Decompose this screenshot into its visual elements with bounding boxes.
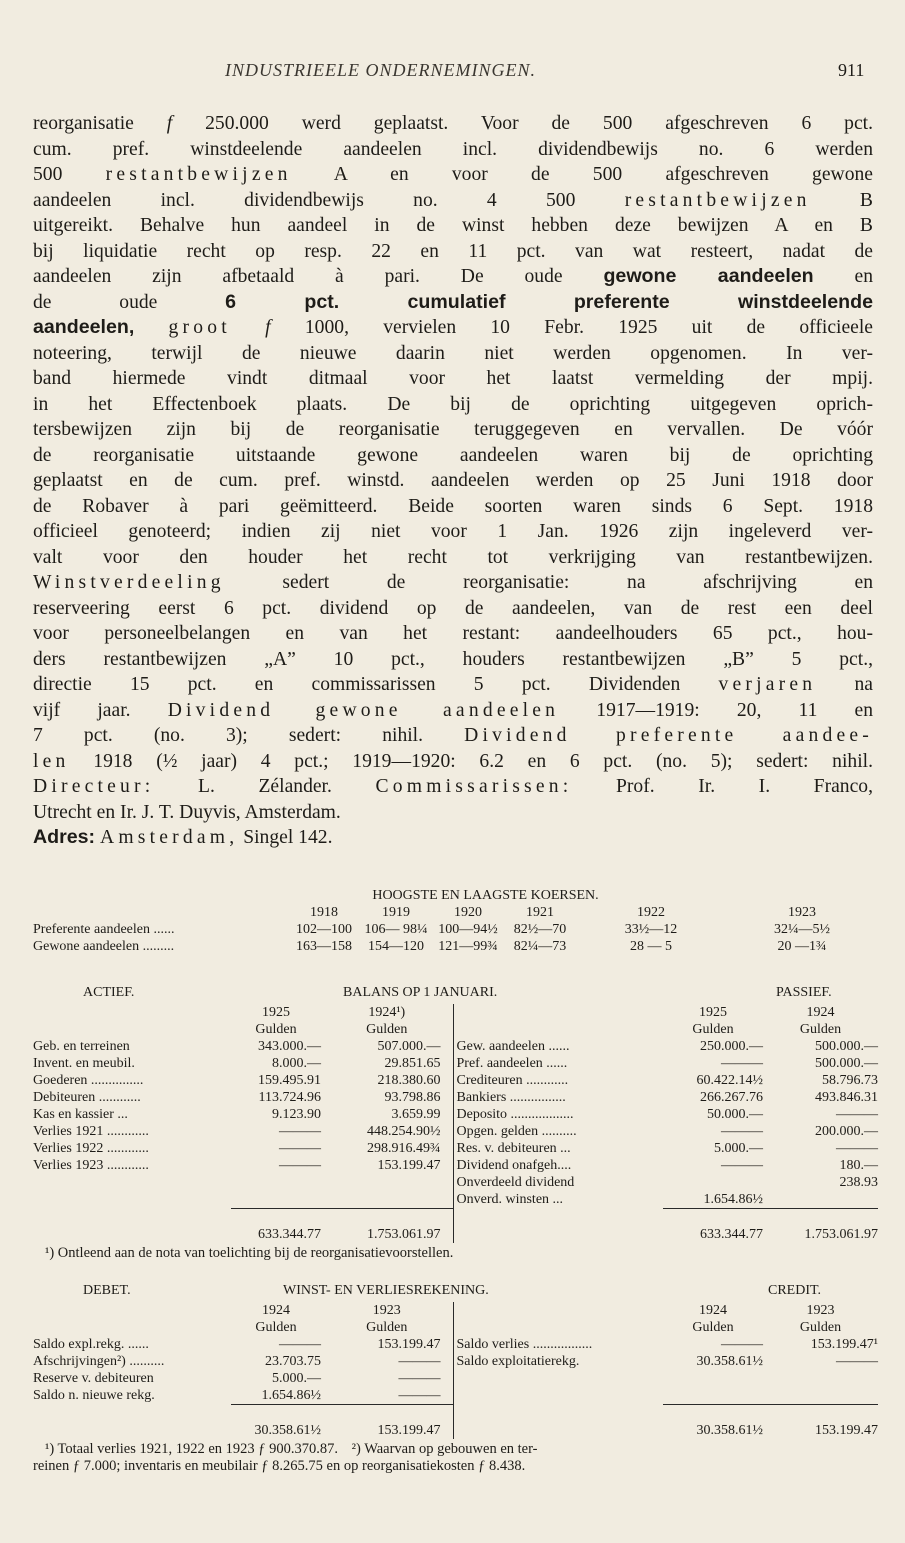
currency-cell: Gulden bbox=[255, 1320, 297, 1335]
amount-cell: 9.123.90 bbox=[272, 1107, 321, 1122]
total-cell: 30.358.61½ bbox=[696, 1423, 763, 1438]
text-line bbox=[33, 264, 873, 290]
text-run: de oude bbox=[33, 291, 226, 313]
text-run: reserveering eerst 6 pct. dividend op de aandeelen, van de rest een deel bbox=[33, 597, 873, 619]
text-line bbox=[33, 698, 873, 724]
amount-cell: 50.000.— bbox=[707, 1107, 763, 1122]
year-cell: 1925 bbox=[262, 1005, 290, 1020]
year-cell: 1923 bbox=[788, 905, 816, 920]
florin-sign: f bbox=[265, 317, 271, 338]
text-line bbox=[33, 315, 873, 341]
amount-cell: 493.846.31 bbox=[815, 1090, 878, 1105]
sum-rule bbox=[321, 1209, 453, 1227]
text-run: ders restantbewijzen „A” 10 pct., houders restantbewijzen „B” 5 pct., bbox=[33, 648, 873, 670]
bold-text: Adres: bbox=[33, 826, 96, 848]
row-label: Gew. aandeelen ...... bbox=[453, 1038, 663, 1055]
spacer bbox=[453, 1370, 663, 1387]
text-run: valt voor den houder het recht tot verkrijging van restantbewijzen. bbox=[33, 546, 873, 568]
amount-cell: ——— bbox=[836, 1107, 878, 1122]
balance-sheet bbox=[33, 985, 878, 1262]
price-cell: 106— 98¼ bbox=[364, 922, 428, 937]
text-run: Singel 142. bbox=[238, 827, 333, 848]
text-line bbox=[33, 545, 873, 571]
amount-cell: 180.— bbox=[839, 1158, 878, 1173]
text-line bbox=[33, 290, 873, 316]
spaced-text: Dividend gewone aandeelen bbox=[167, 699, 560, 721]
text-line bbox=[33, 162, 873, 188]
spaced-text: len bbox=[33, 750, 70, 772]
price-year-row bbox=[33, 904, 878, 921]
page-header bbox=[0, 60, 905, 90]
year-row bbox=[33, 1004, 878, 1021]
pl-left-title: DEBET. bbox=[83, 1283, 131, 1298]
amount-cell: ——— bbox=[721, 1124, 763, 1139]
price-cell: 32¼—5½ bbox=[774, 922, 830, 937]
total-cell: 633.344.77 bbox=[258, 1227, 321, 1242]
amount-cell: ——— bbox=[398, 1371, 441, 1386]
spacer bbox=[453, 1387, 663, 1405]
amount-cell: ——— bbox=[279, 1141, 321, 1156]
text-line bbox=[33, 596, 873, 622]
text-line bbox=[33, 213, 873, 239]
price-row-label: Preferente aandeelen ...... bbox=[33, 922, 175, 937]
text-line bbox=[33, 392, 873, 418]
price-cell: 28 — 5 bbox=[630, 939, 672, 954]
row-label: Kas en kassier ... bbox=[33, 1107, 128, 1122]
spacer bbox=[453, 1021, 663, 1038]
price-cell: 20 —1¾ bbox=[777, 939, 827, 954]
text-run: sedert de reorganisatie: na afschrijving en bbox=[224, 572, 873, 593]
amount-cell: 500.000.— bbox=[815, 1039, 878, 1054]
spaced-text: Amsterdam, bbox=[99, 827, 239, 848]
text-run: in het Effectenboek plaats. De bij de oprichting uitgegeven oprich- bbox=[33, 393, 873, 415]
price-row bbox=[33, 921, 878, 938]
row-label: Geb. en terreinen bbox=[33, 1039, 130, 1054]
spacer bbox=[321, 1191, 453, 1209]
spacer bbox=[33, 1302, 231, 1319]
text-run: band hiermede vindt ditmaal voor het laatst vermelding der mpij. bbox=[33, 368, 873, 389]
row-label: Bankiers ................ bbox=[453, 1089, 663, 1106]
year-cell: 1924¹) bbox=[368, 1005, 406, 1020]
currency-cell: Gulden bbox=[366, 1022, 408, 1037]
spacer bbox=[33, 1209, 231, 1227]
text-line bbox=[33, 111, 873, 137]
text-run: na bbox=[816, 674, 873, 695]
amount-cell: ——— bbox=[398, 1388, 441, 1403]
row-label: Goederen ............... bbox=[33, 1073, 144, 1088]
text-line bbox=[33, 621, 873, 647]
balance-left-title: ACTIEF. bbox=[83, 985, 135, 1000]
table-row bbox=[33, 1370, 878, 1387]
table-row bbox=[33, 1387, 878, 1405]
page-number: 911 bbox=[838, 60, 865, 80]
row-label: Crediteuren ............ bbox=[453, 1072, 663, 1089]
bold-text: 6 pct. cumulatief preferente winstdeelende bbox=[225, 290, 873, 313]
text-line bbox=[33, 341, 873, 367]
amount-cell bbox=[763, 1191, 878, 1209]
currency-cell: Gulden bbox=[255, 1022, 297, 1037]
text-line bbox=[33, 825, 873, 851]
table-row bbox=[33, 1038, 878, 1055]
amount-cell: 58.796.73 bbox=[822, 1073, 878, 1088]
amount-cell: 153.199.47 bbox=[377, 1337, 441, 1352]
spacer bbox=[33, 1004, 231, 1021]
text-run: directie 15 pct. en commissarissen 5 pct. Dividenden bbox=[33, 674, 719, 695]
pl-footnote-2: reinen ƒ 7.000; inventaris en meubilair ƒ 8.265.75 en op reorganisatiekosten ƒ 8.438. bbox=[33, 1458, 526, 1474]
spacer bbox=[33, 1174, 231, 1191]
spacer bbox=[663, 1370, 763, 1387]
text-line bbox=[33, 749, 873, 775]
row-label: Res. v. debiteuren ... bbox=[453, 1140, 663, 1157]
spaced-text: restantbewijzen bbox=[624, 189, 811, 211]
spacer-row bbox=[33, 1209, 878, 1227]
year-cell: 1918 bbox=[310, 905, 338, 920]
sum-rule bbox=[763, 1209, 878, 1227]
amount-cell: ——— bbox=[836, 1354, 878, 1369]
price-cell: 102—100 bbox=[296, 922, 352, 937]
total-cell: 153.199.47 bbox=[815, 1423, 878, 1438]
amount-cell: 218.380.60 bbox=[377, 1073, 441, 1088]
year-cell: 1924 bbox=[262, 1303, 290, 1318]
year-cell: 1920 bbox=[454, 905, 482, 920]
row-label: Saldo exploitatierekg. bbox=[453, 1353, 663, 1370]
amount-cell: 153.199.47¹ bbox=[810, 1337, 878, 1352]
text-line bbox=[33, 774, 873, 800]
pl-right-title: CREDIT. bbox=[768, 1283, 822, 1298]
currency-cell: Gulden bbox=[799, 1022, 842, 1037]
spacer bbox=[321, 1174, 453, 1191]
bold-text: gewone aandeelen bbox=[603, 265, 814, 287]
price-cell: 100—94½ bbox=[438, 922, 498, 937]
amount-cell: 500.000.— bbox=[815, 1056, 878, 1071]
spacer bbox=[453, 1422, 663, 1439]
spacer bbox=[231, 1191, 321, 1209]
price-grid bbox=[33, 904, 878, 955]
amount-cell: ——— bbox=[398, 1354, 441, 1369]
table-row bbox=[33, 1055, 878, 1072]
amount-cell: 250.000.— bbox=[700, 1039, 763, 1054]
text-line bbox=[33, 570, 873, 596]
year-cell: 1919 bbox=[382, 905, 410, 920]
amount-cell: 238.93 bbox=[839, 1175, 878, 1190]
text-run: geplaatst en de cum. pref. winstd. aandeelen werden op 25 Juni 1918 door bbox=[33, 470, 873, 491]
row-label: Pref. aandeelen ...... bbox=[453, 1055, 663, 1072]
spacer-row bbox=[33, 1405, 878, 1423]
text-line bbox=[33, 366, 873, 392]
spaced-text: Commissarissen: bbox=[375, 776, 573, 797]
balance-title: BALANS OP 1 JANUARI. bbox=[343, 985, 498, 1000]
row-label: Saldo n. nieuwe rekg. bbox=[33, 1388, 155, 1404]
text-run bbox=[231, 317, 265, 338]
amount-cell: 159.495.91 bbox=[258, 1073, 321, 1088]
text-line bbox=[33, 188, 873, 214]
amount-cell: 29.851.65 bbox=[384, 1056, 441, 1071]
table-row bbox=[33, 1336, 878, 1353]
row-label: Onverdeeld dividend bbox=[453, 1174, 663, 1191]
sum-rule bbox=[321, 1405, 453, 1423]
text-run: voor personeelbelangen en van het restant: aandeelhouders 65 pct., hou- bbox=[33, 623, 873, 644]
currency-cell: Gulden bbox=[366, 1320, 408, 1335]
total-cell: 1.753.061.97 bbox=[367, 1227, 441, 1242]
row-label: Saldo expl.rekg. ...... bbox=[33, 1337, 149, 1352]
amount-cell bbox=[663, 1174, 763, 1191]
text-run: vijf jaar. bbox=[33, 699, 168, 721]
amount-cell: 5.000.— bbox=[272, 1371, 321, 1386]
text-run: 1917—1919: 20, 11 en bbox=[559, 699, 873, 721]
text-line bbox=[33, 723, 873, 749]
currency-row bbox=[33, 1021, 878, 1038]
amount-cell: 113.724.96 bbox=[258, 1090, 321, 1105]
text-run: Utrecht en Ir. J. T. Duyvis, Amsterdam. bbox=[33, 801, 341, 823]
table-row bbox=[33, 1089, 878, 1106]
amount-cell: 30.358.61½ bbox=[696, 1354, 763, 1369]
spacer bbox=[33, 1191, 231, 1209]
spacer bbox=[763, 1370, 878, 1387]
amount-cell: 343.000.— bbox=[258, 1039, 321, 1054]
amount-cell: 1.654.86½ bbox=[703, 1192, 763, 1207]
table-row bbox=[33, 1191, 878, 1209]
spacer bbox=[663, 1387, 763, 1405]
spaced-text: groot bbox=[168, 317, 231, 338]
spaced-text: Directeur: bbox=[33, 776, 155, 797]
text-run: de Robaver à pari geëmitteerd. Beide soorten waren sinds 6 Sept. 1918 bbox=[33, 495, 873, 517]
text-line bbox=[33, 137, 873, 163]
row-label: Invent. en meubil. bbox=[33, 1056, 135, 1071]
price-table-title: HOOGSTE EN LAAGSTE KOERSEN. bbox=[372, 888, 599, 903]
text-line bbox=[33, 443, 873, 469]
row-label: Saldo verlies ................. bbox=[453, 1336, 663, 1353]
florin-sign: f bbox=[166, 113, 173, 134]
text-run: en bbox=[813, 266, 873, 287]
bold-text: aandeelen, bbox=[33, 316, 135, 338]
table-row bbox=[33, 1140, 878, 1157]
text-run: reorganisatie bbox=[33, 113, 167, 134]
year-cell: 1923 bbox=[806, 1303, 835, 1318]
price-cell: 163—158 bbox=[296, 939, 352, 954]
text-run: Prof. Ir. I. Franco, bbox=[572, 776, 873, 797]
row-label: Opgen. gelden .......... bbox=[453, 1123, 663, 1140]
price-row bbox=[33, 938, 878, 955]
table-row bbox=[33, 1157, 878, 1174]
text-line bbox=[33, 672, 873, 698]
row-label: Reserve v. debiteuren bbox=[33, 1371, 154, 1386]
sum-rule bbox=[763, 1405, 878, 1423]
spacer bbox=[33, 1405, 231, 1423]
amount-cell: ——— bbox=[721, 1158, 763, 1173]
text-run: B bbox=[810, 189, 873, 211]
sum-rule bbox=[231, 1209, 321, 1227]
text-run: uitgereikt. Behalve hun aandeel in de winst hebben deze bewijzen A en B bbox=[33, 215, 873, 236]
text-run: tersbewijzen zijn bij de reorganisatie teruggegeven en vervallen. De vóór bbox=[33, 419, 873, 440]
table-row bbox=[33, 1072, 878, 1089]
profit-loss-account bbox=[33, 1283, 878, 1475]
spaced-text: verjaren bbox=[718, 674, 817, 695]
text-run: 7 pct. (no. 3); sedert: nihil. bbox=[33, 725, 465, 746]
year-row bbox=[33, 1302, 878, 1319]
text-run: L. Zélander. bbox=[154, 776, 376, 797]
text-run: aandeelen zijn afbetaald à pari. De oude bbox=[33, 266, 604, 287]
amount-cell: 507.000.— bbox=[377, 1039, 441, 1054]
table-row bbox=[33, 1174, 878, 1191]
total-cell: 153.199.47 bbox=[377, 1423, 441, 1438]
spaced-text: Winstverdeeling bbox=[33, 572, 225, 593]
row-label: Debiteuren ............ bbox=[33, 1090, 141, 1105]
price-cell: 82½—70 bbox=[513, 922, 567, 937]
amount-cell: 93.798.86 bbox=[384, 1090, 441, 1105]
row-label: Dividend onafgeh.... bbox=[453, 1157, 663, 1174]
row-label: Verlies 1923 ............ bbox=[33, 1158, 149, 1173]
spacer bbox=[33, 1319, 231, 1336]
text-line bbox=[33, 417, 873, 443]
balance-footnote: ¹) Ontleend aan de nota van toelichting bij de reorganisatievoorstellen. bbox=[45, 1245, 454, 1261]
sum-rule bbox=[663, 1405, 763, 1423]
currency-cell: Gulden bbox=[692, 1320, 734, 1335]
spacer bbox=[453, 1405, 663, 1423]
spacer bbox=[33, 1422, 231, 1439]
text-run: 1000, vervielen 10 Febr. 1925 uit de officieele bbox=[270, 317, 873, 338]
running-title: INDUSTRIEELE ONDERNEMINGEN. bbox=[225, 60, 536, 80]
price-cell: 82¼—73 bbox=[513, 939, 567, 954]
row-label: Verlies 1921 ............ bbox=[33, 1124, 149, 1139]
amount-cell: 60.422.14½ bbox=[696, 1073, 763, 1088]
amount-cell: 8.000.— bbox=[272, 1056, 321, 1071]
pl-footnote-a: ¹) Totaal verlies 1921, 1922 en 1923 ƒ 900.370.87. bbox=[45, 1441, 339, 1457]
text-line bbox=[33, 468, 873, 494]
text-run: bij liquidatie recht op resp. 22 en 11 pct. van wat resteert, nadat de bbox=[33, 240, 873, 262]
totals-row bbox=[33, 1226, 878, 1243]
text-line bbox=[33, 239, 873, 265]
total-cell: 30.358.61½ bbox=[254, 1423, 321, 1438]
spacer bbox=[33, 1021, 231, 1038]
text-line bbox=[33, 519, 873, 545]
amount-cell: 1.654.86½ bbox=[261, 1388, 321, 1403]
amount-cell: 200.000.— bbox=[815, 1124, 878, 1139]
text-run: noteering, terwijl de nieuwe daarin niet werden opgenomen. In ver- bbox=[33, 342, 873, 364]
pl-grid bbox=[33, 1302, 878, 1439]
year-cell: 1923 bbox=[372, 1303, 401, 1318]
price-row-label: Gewone aandeelen ......... bbox=[33, 939, 175, 954]
table-row bbox=[33, 1123, 878, 1140]
spacer bbox=[453, 1004, 663, 1021]
sum-rule bbox=[231, 1405, 321, 1423]
text-run: officieel genoteerd; indien zij niet voor 1 Jan. 1926 zijn ingeleverd ver- bbox=[33, 521, 873, 542]
spacer bbox=[453, 1302, 663, 1319]
pl-footnote-1 bbox=[33, 1441, 878, 1458]
balance-grid bbox=[33, 1004, 878, 1243]
total-cell: 1.753.061.97 bbox=[804, 1227, 878, 1242]
spacer bbox=[33, 1226, 231, 1243]
amount-cell: ——— bbox=[721, 1056, 763, 1071]
text-line bbox=[33, 494, 873, 520]
text-run bbox=[134, 317, 168, 338]
spaced-text: Dividend preferente aandee- bbox=[464, 725, 873, 746]
year-cell: 1921 bbox=[526, 905, 554, 920]
spacer bbox=[763, 1387, 878, 1405]
text-run: aandeelen incl. dividendbewijs no. 4 500 bbox=[33, 189, 625, 211]
price-cell: 154—120 bbox=[368, 939, 424, 954]
currency-cell: Gulden bbox=[799, 1320, 842, 1335]
amount-cell: 5.000.— bbox=[714, 1141, 763, 1156]
text-run: 250.000 werd geplaatst. Voor de 500 afgeschreven 6 pct. bbox=[172, 113, 873, 134]
table-row bbox=[33, 1106, 878, 1123]
amount-cell: 23.703.75 bbox=[265, 1354, 321, 1369]
price-cell: 33½—12 bbox=[624, 922, 678, 937]
sum-rule bbox=[663, 1209, 763, 1227]
text-line bbox=[33, 647, 873, 673]
year-cell: 1924 bbox=[699, 1303, 727, 1318]
amount-cell: ——— bbox=[279, 1337, 321, 1352]
row-label: Afschrijvingen²) .......... bbox=[33, 1354, 165, 1369]
currency-cell: Gulden bbox=[692, 1022, 734, 1037]
text-run: cum. pref. winstdeelende aandeelen incl. dividendbewijs no. 6 werden bbox=[33, 138, 873, 160]
amount-cell: 298.916.49¾ bbox=[367, 1141, 441, 1156]
row-label: Deposito .................. bbox=[453, 1106, 663, 1123]
amount-cell: 153.199.47 bbox=[377, 1158, 441, 1173]
currency-row bbox=[33, 1319, 878, 1336]
spaced-text: restantbewijzen bbox=[105, 164, 292, 185]
row-label: Onverd. winsten ... bbox=[453, 1191, 663, 1209]
text-run: de reorganisatie uitstaande gewone aandeelen waren bij de oprichting bbox=[33, 444, 873, 466]
text-line bbox=[33, 800, 873, 826]
amount-cell: 3.659.99 bbox=[391, 1107, 441, 1122]
table-row bbox=[33, 1353, 878, 1370]
text-run: 1918 (½ jaar) 4 pct.; 1919—1920: 6.2 en 6 pct. (no. 5); sedert: nihil. bbox=[69, 750, 873, 772]
balance-right-title: PASSIEF. bbox=[776, 985, 832, 1000]
spacer bbox=[231, 1174, 321, 1191]
amount-cell: ——— bbox=[279, 1158, 321, 1173]
pl-footnote-b: ²) Waarvan op gebouwen en ter- bbox=[351, 1441, 538, 1457]
amount-cell: 266.267.76 bbox=[700, 1090, 763, 1105]
amount-cell: ——— bbox=[721, 1337, 763, 1352]
price-cell: 121—99¾ bbox=[438, 939, 498, 954]
text-run: 500 bbox=[33, 164, 106, 185]
amount-cell: ——— bbox=[279, 1124, 321, 1139]
total-cell: 633.344.77 bbox=[700, 1227, 763, 1242]
spacer bbox=[453, 1209, 663, 1227]
totals-row bbox=[33, 1422, 878, 1439]
year-cell: 1924 bbox=[806, 1005, 835, 1020]
year-cell: 1922 bbox=[637, 905, 665, 920]
pl-title: WINST- EN VERLIESREKENING. bbox=[283, 1283, 489, 1298]
spacer bbox=[453, 1319, 663, 1336]
row-label: Verlies 1922 ............ bbox=[33, 1141, 149, 1156]
year-cell: 1925 bbox=[699, 1005, 727, 1020]
company-description bbox=[33, 111, 873, 851]
spacer bbox=[453, 1226, 663, 1243]
amount-cell: ——— bbox=[836, 1141, 878, 1156]
amount-cell: 448.254.90½ bbox=[367, 1124, 441, 1139]
price-table bbox=[33, 888, 878, 955]
text-run: A en voor de 500 afgeschreven gewone bbox=[291, 164, 873, 185]
